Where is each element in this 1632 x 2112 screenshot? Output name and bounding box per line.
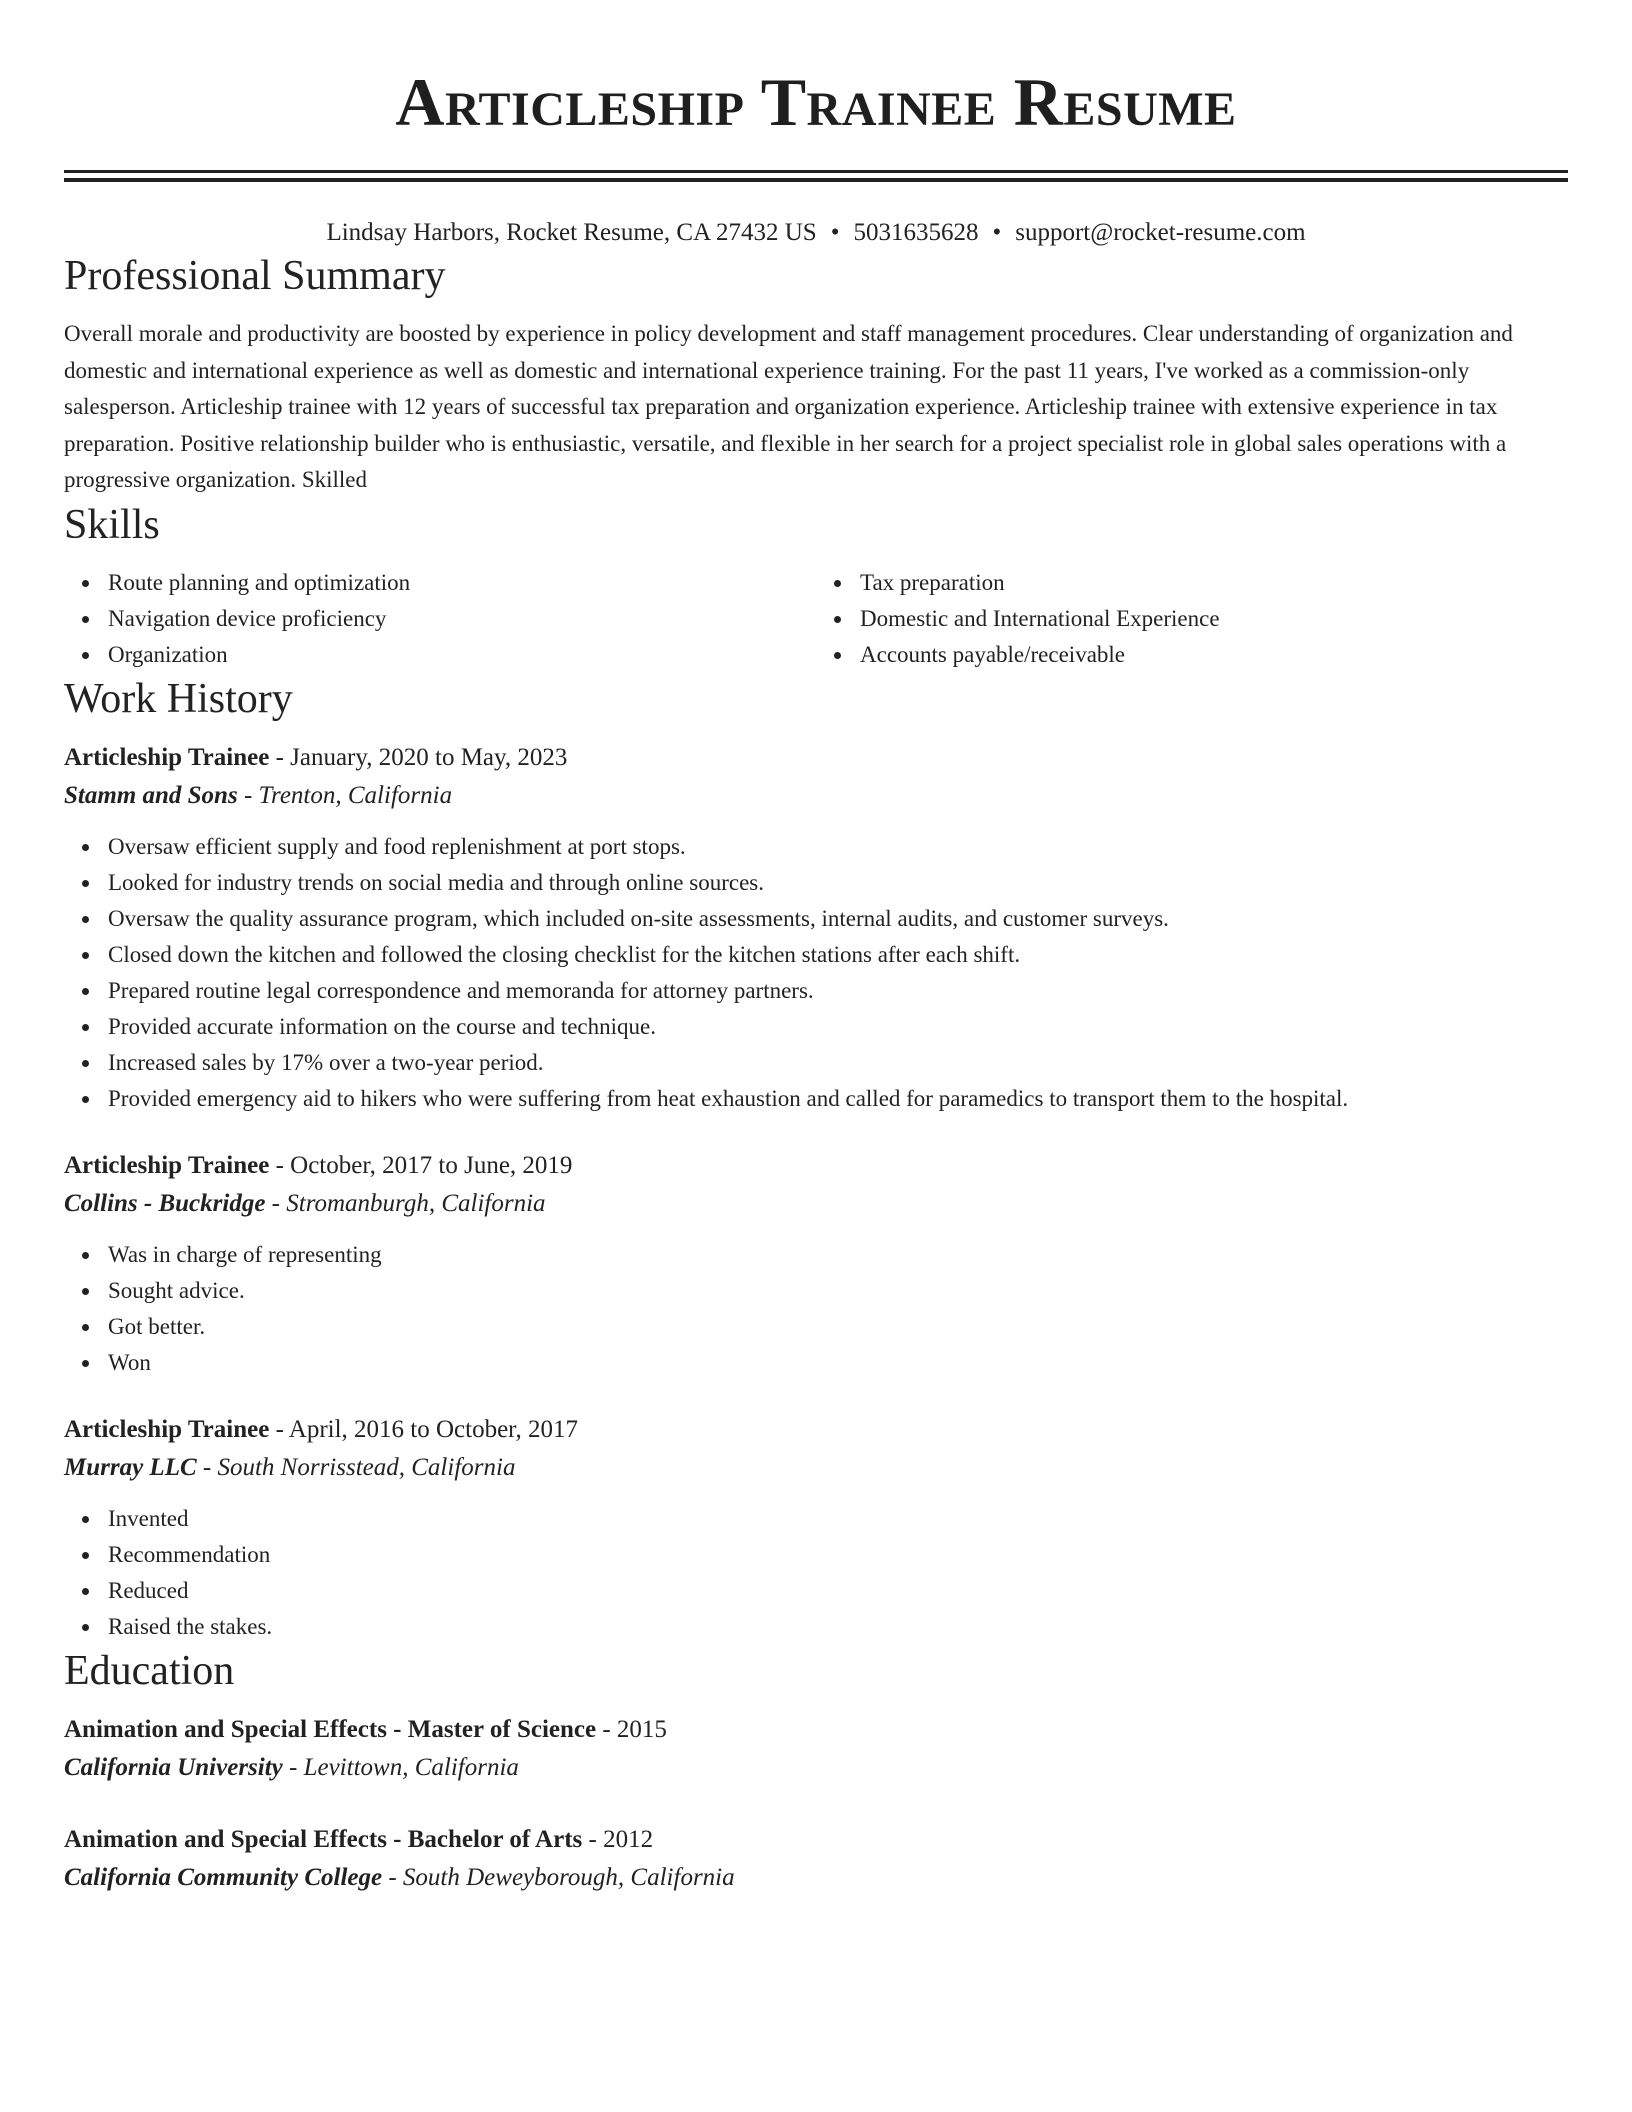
job-entry bbox=[64, 1411, 1568, 1645]
school-location: - South Deweyborough, California bbox=[382, 1863, 735, 1891]
degree-line bbox=[64, 1711, 1568, 1749]
job-title: Articleship Trainee bbox=[64, 1415, 270, 1443]
contact-line bbox=[64, 216, 1568, 250]
job-title-line bbox=[64, 1147, 1568, 1185]
job-dates: - April, 2016 to October, 2017 bbox=[269, 1415, 578, 1443]
resume-title: Articleship Trainee Resume bbox=[395, 64, 1237, 140]
school-line bbox=[64, 1859, 1568, 1897]
job-title-line bbox=[64, 1411, 1568, 1449]
skills-heading: Skills bbox=[64, 501, 160, 548]
list-item: Closed down the kitchen and followed the closing checklist for the kitchen stations after each shift. bbox=[108, 937, 1568, 973]
title-divider bbox=[64, 170, 1568, 182]
graduation-year: - 2012 bbox=[582, 1825, 654, 1853]
list-item: Oversaw the quality assurance program, which included on-site assessments, internal audits, and customer surveys. bbox=[108, 901, 1568, 937]
job-title: Articleship Trainee bbox=[64, 1151, 270, 1179]
job-company: Collins - Buckridge bbox=[64, 1189, 266, 1217]
bullet-separator: • bbox=[992, 219, 1002, 246]
contact-address: Lindsay Harbors, Rocket Resume, CA 27432 US bbox=[326, 219, 817, 246]
job-company-line bbox=[64, 777, 1568, 815]
job-entry bbox=[64, 739, 1568, 1117]
skill-item: Accounts payable/receivable bbox=[860, 637, 1568, 673]
list-item: Was in charge of representing bbox=[108, 1237, 1568, 1273]
job-location: - South Norrisstead, California bbox=[196, 1453, 516, 1481]
job-title-line bbox=[64, 739, 1568, 777]
job-entry bbox=[64, 1147, 1568, 1381]
skill-item: Navigation device proficiency bbox=[108, 601, 816, 637]
skills-list bbox=[64, 565, 1568, 673]
job-company-line bbox=[64, 1185, 1568, 1223]
job-title: Articleship Trainee bbox=[64, 743, 270, 771]
job-location: - Trenton, California bbox=[237, 781, 453, 809]
skill-item: Organization bbox=[108, 637, 816, 673]
degree: Animation and Special Effects - Master of Science bbox=[64, 1715, 597, 1743]
work-history-heading: Work History bbox=[64, 675, 293, 722]
skills-column-right bbox=[816, 565, 1568, 673]
job-bullets bbox=[64, 1237, 1568, 1381]
graduation-year: - 2015 bbox=[596, 1715, 667, 1743]
education-heading: Education bbox=[64, 1647, 235, 1694]
list-item: Prepared routine legal correspondence and memoranda for attorney partners. bbox=[108, 973, 1568, 1009]
list-item: Increased sales by 17% over a two-year period. bbox=[108, 1045, 1568, 1081]
school-location: - Levittown, California bbox=[282, 1753, 519, 1781]
degree-line bbox=[64, 1821, 1568, 1859]
skill-item: Tax preparation bbox=[860, 565, 1568, 601]
list-item: Reduced bbox=[108, 1573, 1568, 1609]
list-item: Won bbox=[108, 1345, 1568, 1381]
summary-text: Overall morale and productivity are boosted by experience in policy development and staff management procedures. Clear understanding of organization and domestic and international experience as well as domestic and international experience training. For the past 11 years, I've worked as a commission-only salesperson. Articleship trainee with 12 years of successful tax preparation and organization experience. Articleship trainee with extensive experience in tax preparation. Positive relationship builder who is enthusiastic, versatile, and flexible in her search for a project specialist role in global sales operations with a progressive organization. Skilled bbox=[64, 321, 1513, 492]
list-item: Got better. bbox=[108, 1309, 1568, 1345]
job-bullets bbox=[64, 829, 1568, 1117]
skill-item: Route planning and optimization bbox=[108, 565, 816, 601]
job-company: Murray LLC bbox=[64, 1453, 197, 1481]
list-item: Provided accurate information on the course and technique. bbox=[108, 1009, 1568, 1045]
education-entry bbox=[64, 1821, 1568, 1897]
job-company-line bbox=[64, 1449, 1568, 1487]
list-item: Looked for industry trends on social media and through online sources. bbox=[108, 865, 1568, 901]
contact-phone: 5031635628 bbox=[853, 219, 979, 246]
job-dates: - January, 2020 to May, 2023 bbox=[269, 743, 568, 771]
list-item: Recommendation bbox=[108, 1537, 1568, 1573]
degree: Animation and Special Effects - Bachelor of Arts bbox=[64, 1825, 583, 1853]
education-entry bbox=[64, 1711, 1568, 1787]
job-location: - Stromanburgh, California bbox=[265, 1189, 546, 1217]
bullet-separator: • bbox=[830, 219, 840, 246]
school-line bbox=[64, 1749, 1568, 1787]
school-name: California University bbox=[64, 1753, 283, 1781]
list-item: Invented bbox=[108, 1501, 1568, 1537]
list-item: Raised the stakes. bbox=[108, 1609, 1568, 1645]
list-item: Provided emergency aid to hikers who were suffering from heat exhaustion and called for paramedics to transport them to the hospital. bbox=[108, 1081, 1568, 1117]
list-item: Oversaw efficient supply and food replenishment at port stops. bbox=[108, 829, 1568, 865]
job-dates: - October, 2017 to June, 2019 bbox=[269, 1151, 573, 1179]
skill-item: Domestic and International Experience bbox=[860, 601, 1568, 637]
school-name: California Community College bbox=[64, 1863, 383, 1891]
list-item: Sought advice. bbox=[108, 1273, 1568, 1309]
job-company: Stamm and Sons bbox=[64, 781, 238, 809]
summary-heading: Professional Summary bbox=[64, 253, 446, 299]
job-bullets bbox=[64, 1501, 1568, 1645]
skills-column-left bbox=[64, 565, 816, 673]
contact-email: support@rocket-resume.com bbox=[1015, 219, 1306, 246]
